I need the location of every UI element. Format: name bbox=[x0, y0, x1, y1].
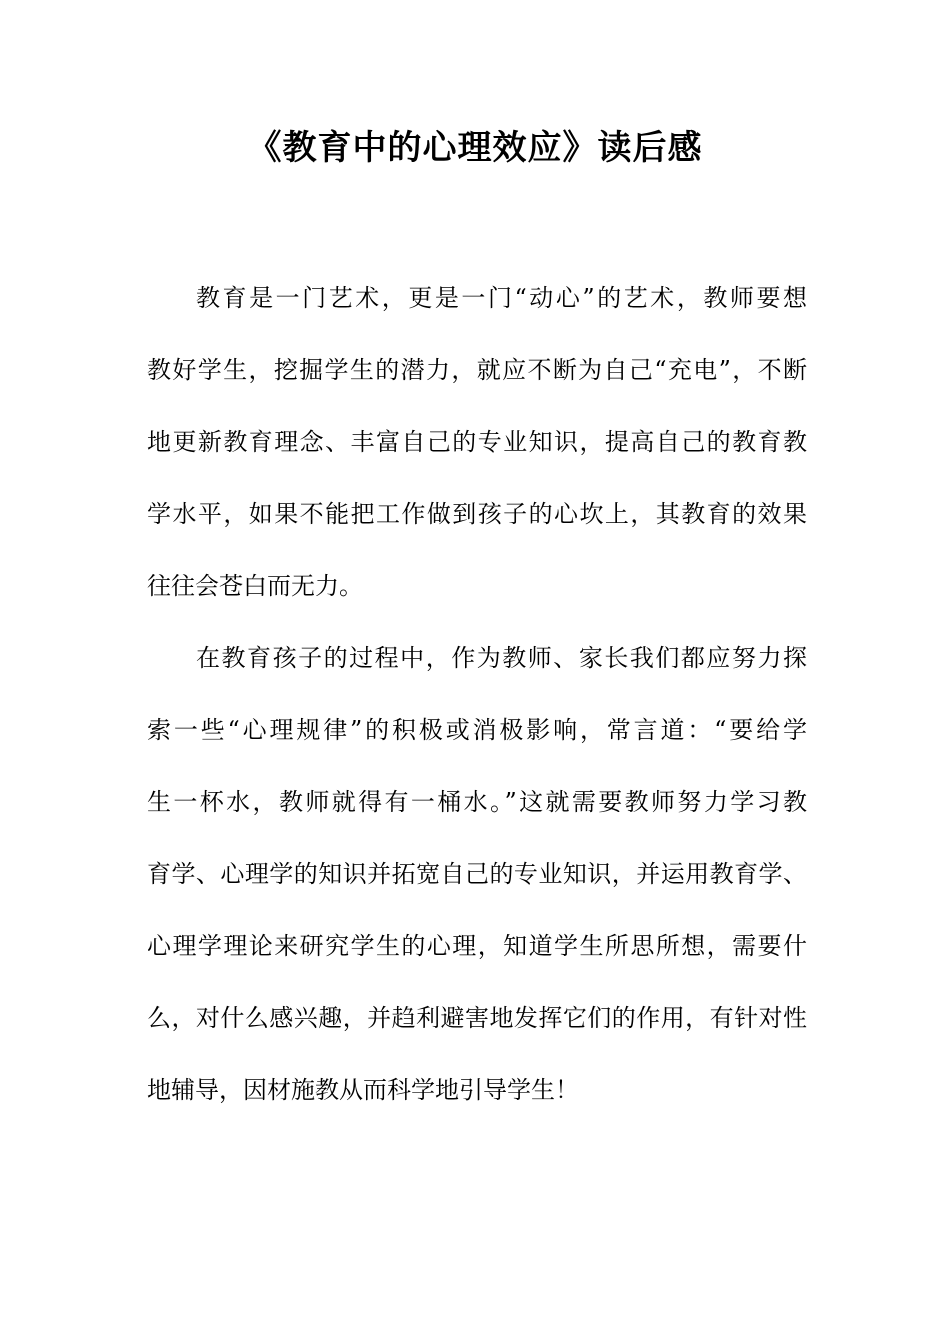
document-title: 《教育中的心理效应》读后感 bbox=[247, 128, 703, 168]
paragraph-2 bbox=[147, 622, 807, 1126]
paragraph-line: 地更新教育理念、丰富自己的专业知识，提高自己的教育教 bbox=[147, 428, 807, 456]
paragraph-line: 往往会苍白而无力。 bbox=[147, 572, 363, 600]
paragraph-line: 在教育孩子的过程中，作为教师、家长我们都应努力探 bbox=[196, 644, 807, 672]
paragraph-line: 学水平，如果不能把工作做到孩子的心坎上，其教育的效果 bbox=[147, 500, 807, 528]
paragraph-1 bbox=[147, 262, 807, 622]
paragraph-line: 生一杯水，教师就得有一桶水。”这就需要教师努力学习教 bbox=[147, 788, 807, 816]
paragraph-line: 么，对什么感兴趣，并趋利避害地发挥它们的作用，有针对性 bbox=[147, 1004, 807, 1032]
paragraph-line: 地辅导，因材施教从而科学地引导学生！ bbox=[147, 1076, 579, 1104]
paragraph-line: 教好学生，挖掘学生的潜力，就应不断为自己“充电”，不断 bbox=[147, 356, 807, 384]
paragraph-line: 育学、心理学的知识并拓宽自己的专业知识，并运用教育学、 bbox=[147, 860, 807, 888]
paragraph-line: 教育是一门艺术，更是一门“动心”的艺术，教师要想 bbox=[196, 284, 807, 312]
paragraph-line: 心理学理论来研究学生的心理，知道学生所思所想，需要什 bbox=[147, 932, 807, 960]
paragraph-line: 索一些“心理规律”的积极或消极影响，常言道：“要给学 bbox=[147, 716, 807, 744]
document-body bbox=[147, 262, 807, 1126]
